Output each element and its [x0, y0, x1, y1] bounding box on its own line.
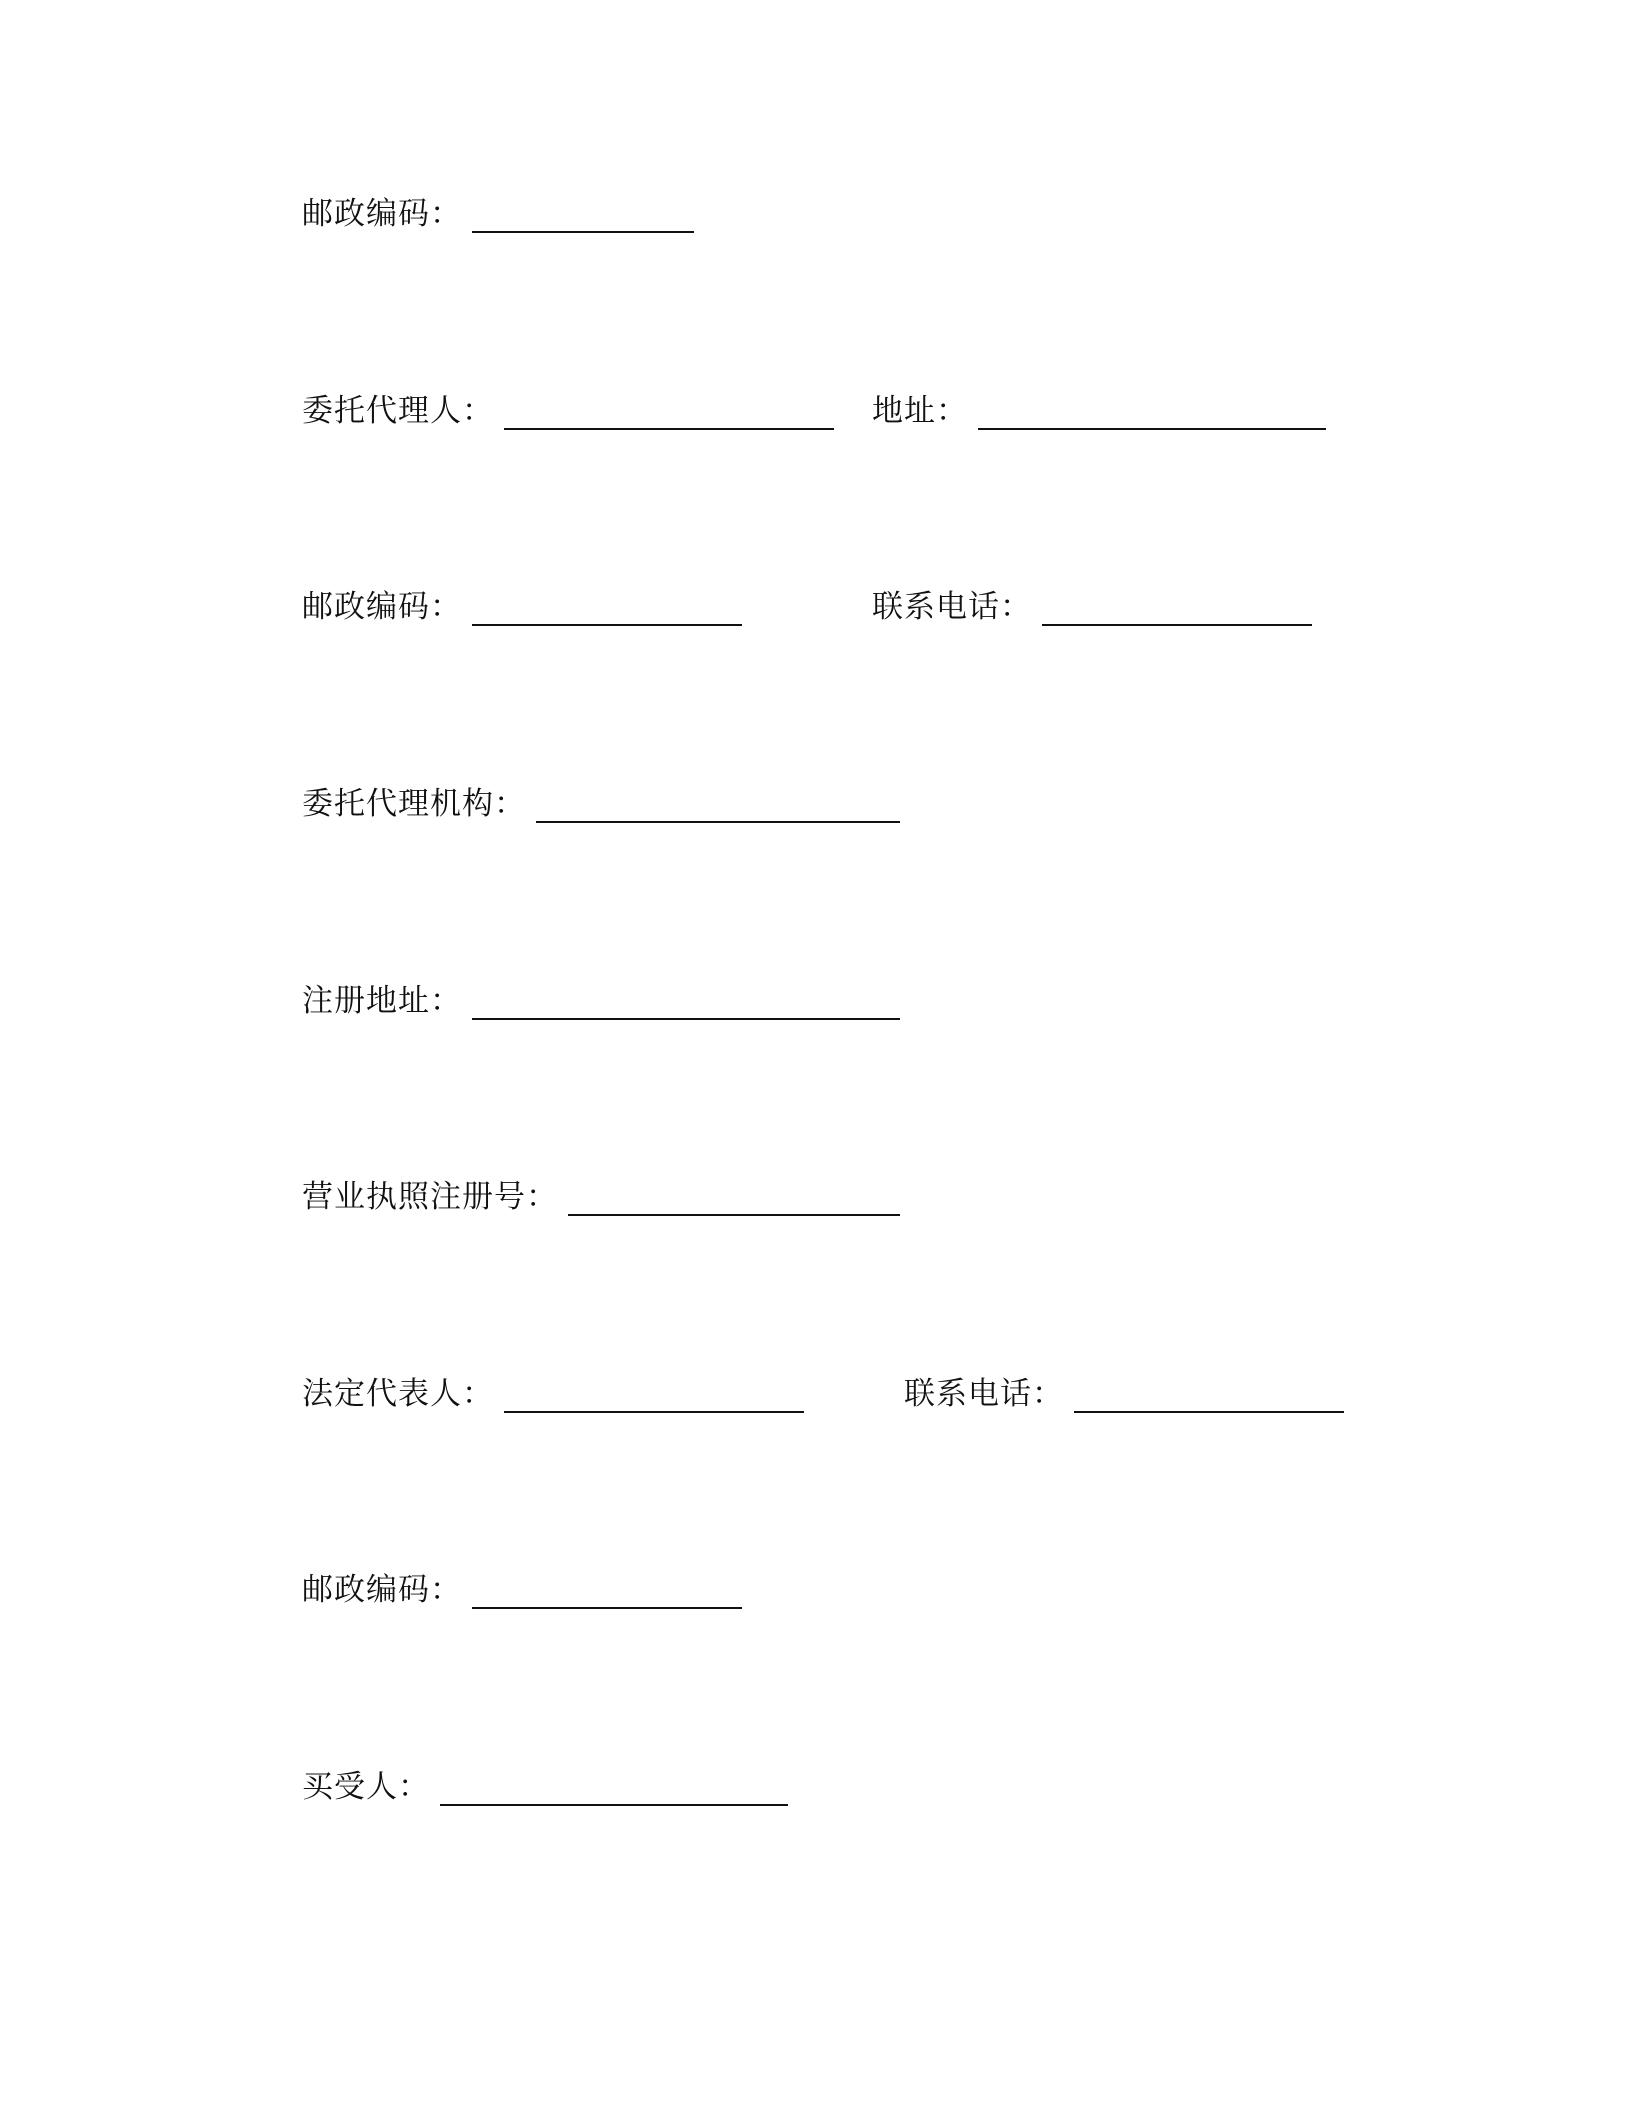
legal-representative-label: 法定代表人： [302, 1376, 494, 1412]
postal-code-blank-2[interactable] [472, 588, 742, 626]
registered-address-field [302, 982, 900, 1020]
license-number-label: 营业执照注册号： [302, 1179, 558, 1215]
phone-blank-2[interactable] [1074, 1375, 1344, 1413]
postal-code-label: 邮政编码： [302, 196, 462, 232]
phone-label-2: 联系电话： [904, 1376, 1064, 1412]
license-number-blank[interactable] [568, 1178, 900, 1216]
agency-field [302, 785, 900, 823]
postal-code-blank-3[interactable] [472, 1571, 742, 1609]
address-blank[interactable] [978, 392, 1326, 430]
postal-code-field [302, 195, 694, 233]
phone-field [872, 588, 1312, 626]
postal-code-field-3 [302, 1571, 742, 1609]
agent-blank[interactable] [504, 392, 834, 430]
agency-label: 委托代理机构： [302, 786, 526, 822]
license-number-field [302, 1178, 900, 1216]
postal-code-label-3: 邮政编码： [302, 1572, 462, 1608]
postal-code-blank[interactable] [472, 195, 694, 233]
postal-code-label-2: 邮政编码： [302, 589, 462, 625]
buyer-blank[interactable] [440, 1768, 788, 1806]
buyer-label: 买受人： [302, 1769, 430, 1805]
agent-label: 委托代理人： [302, 393, 494, 429]
phone-field-2 [904, 1375, 1344, 1413]
legal-representative-field [302, 1375, 804, 1413]
phone-blank[interactable] [1042, 588, 1312, 626]
buyer-field [302, 1768, 788, 1806]
registered-address-blank[interactable] [472, 982, 900, 1020]
agent-field [302, 392, 834, 430]
address-label: 地址： [872, 393, 968, 429]
registered-address-label: 注册地址： [302, 983, 462, 1019]
postal-code-field-2 [302, 588, 742, 626]
agency-blank[interactable] [536, 785, 900, 823]
phone-label: 联系电话： [872, 589, 1032, 625]
legal-representative-blank[interactable] [504, 1375, 804, 1413]
address-field [872, 392, 1326, 430]
